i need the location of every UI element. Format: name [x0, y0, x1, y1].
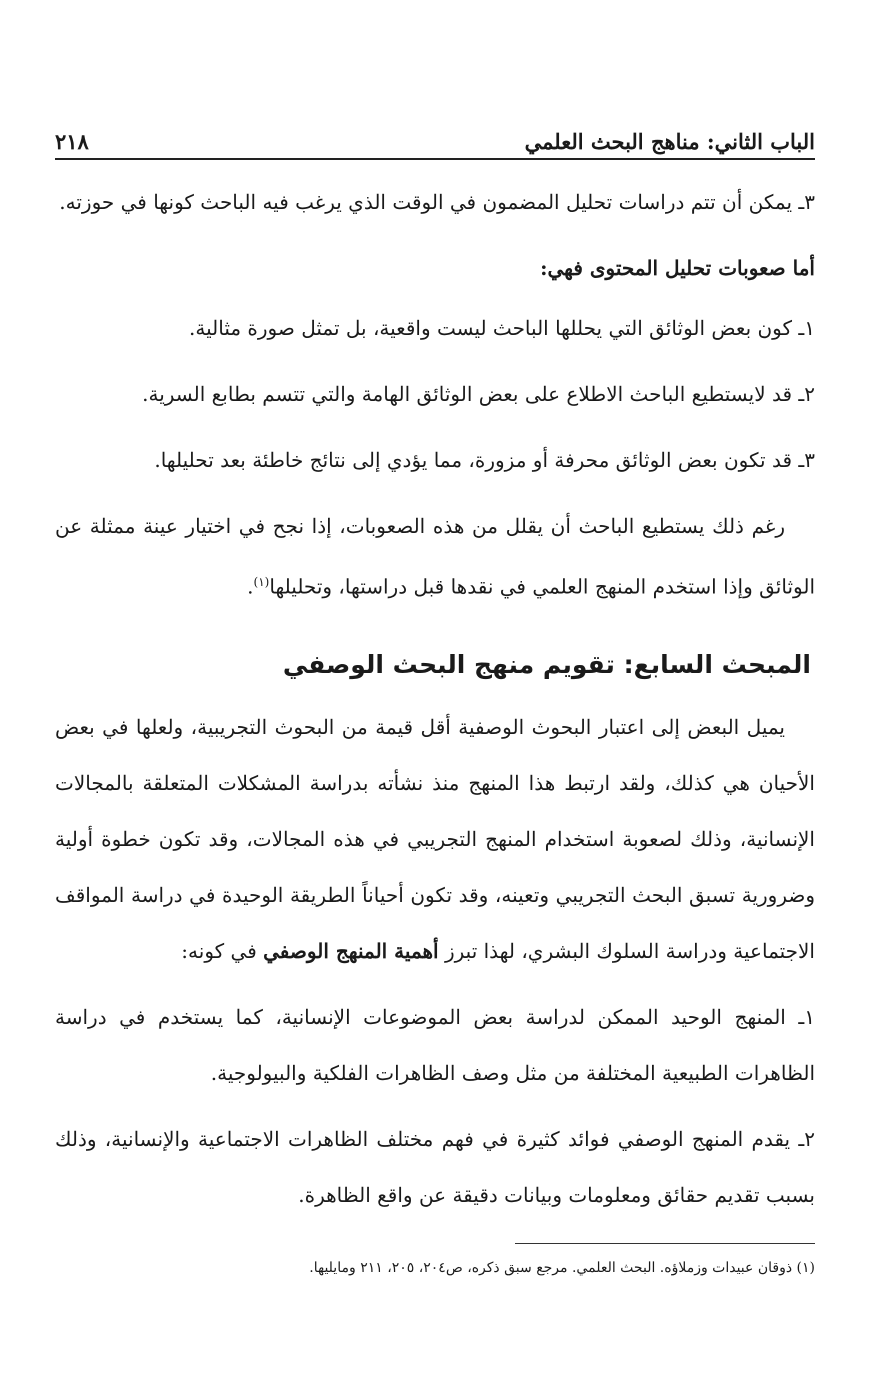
difficulties-heading-rest: فهي:	[540, 256, 590, 280]
paragraph-despite-text: رغم ذلك يستطيع الباحث أن يقلل من هذه الصعوبات، إذا نجح في اختيار عينة ممثلة عن الوثائق وإذا استخدم المنهج العلمي في نقدها قبل دراستها، وتحليلها	[55, 514, 815, 599]
paragraph-point-3: ٣ـ يمكن أن تتم دراسات تحليل المضمون في الوقت الذي يرغب فيه الباحث كونها في حوزته.	[59, 190, 815, 214]
page-content	[55, 174, 815, 1280]
running-header	[55, 118, 815, 160]
book-page	[55, 118, 815, 1280]
difficulty-3: ٣ـ قد تكون بعض الوثائق محرفة أو مزورة، مما يؤدي إلى نتائج خاطئة بعد تحليلها.	[154, 448, 815, 472]
footnote: (١) ذوقان عبيدات وزملاؤه. البحث العلمي. مرجع سبق ذكره، ص٢٠٤، ٢٠٥، ٢١١ ومايليها.	[309, 1259, 815, 1276]
paragraph-intro-bold: أهمية المنهج الوصفي	[263, 938, 439, 963]
importance-1: ١ـ المنهج الوحيد الممكن لدراسة بعض الموضوعات الإنسانية، كما يستخدم في دراسة الظاهرات الطبيعية المختلفة من مثل وصف الظاهرات الفلكية والبيولوجية.	[55, 1004, 815, 1085]
difficulties-heading	[55, 240, 815, 296]
paragraph-intro-text: يميل البعض إلى اعتبار البحوث الوصفية أقل قيمة من البحوث التجريبية، ولعلها في بعض الأحيان هي كذلك، ولقد ارتبط هذا المنهج منذ نشأته بدراسة المشكلات المتعلقة بالمجالات الإنسانية، وذلك لصعوبة استخدام المنهج التجريبي في هذه المجالات، وقد تكون خطوة أولية وضرورية تسبق البحث التجريبي وتعينه، وقد تكون أحياناً الطريقة الوحيدة في دراسة المواقف الاجتماعية ودراسة السلوك البشري، لهذا تبرز	[55, 714, 815, 963]
difficulties-heading-bold: أما صعوبات تحليل المحتوى	[589, 256, 815, 280]
paragraph-intro-end: في كونه:	[181, 938, 264, 963]
section-heading: المبحث السابع: تقويم منهج البحث الوصفي	[282, 649, 811, 679]
paragraph-despite-end: .	[247, 574, 254, 599]
difficulty-1: ١ـ كون بعض الوثائق التي يحللها الباحث ليست واقعية، بل تمثل صورة مثالية.	[189, 316, 815, 340]
importance-2: ٢ـ يقدم المنهج الوصفي فوائد كثيرة في فهم مختلف الظاهرات الاجتماعية والإنسانية، وذلك بسبب تقديم حقائق ومعلومات وبيانات دقيقة عن واقع الظاهرة.	[55, 1126, 815, 1207]
page-number: ٢١٨	[55, 129, 89, 154]
chapter-title: الباب الثاني: مناهج البحث العلمي	[524, 129, 815, 154]
difficulty-2: ٢ـ قد لايستطيع الباحث الاطلاع على بعض الوثائق الهامة والتي تتسم بطابع السرية.	[142, 382, 815, 406]
footnote-divider	[515, 1243, 815, 1244]
paragraph-despite	[55, 498, 815, 615]
paragraph-intro	[55, 699, 815, 979]
footnote-reference: (١)	[253, 575, 270, 589]
